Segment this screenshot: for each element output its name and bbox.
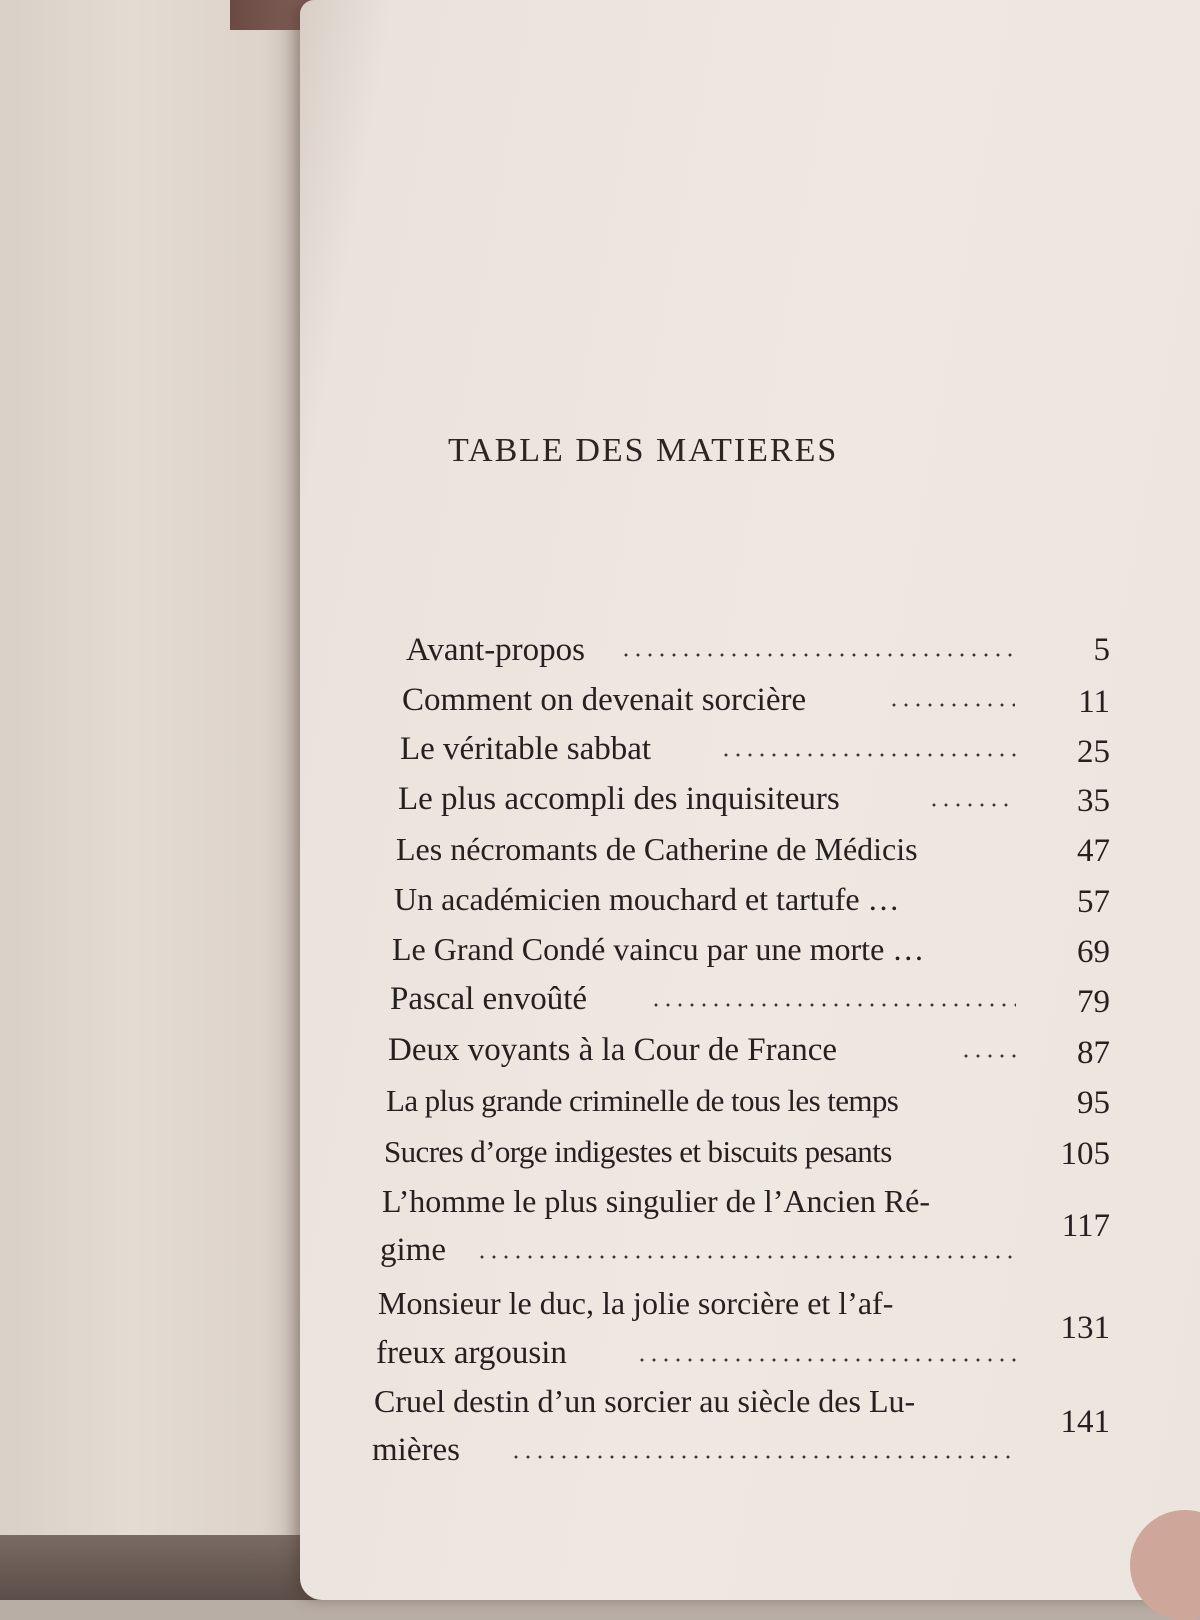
page-title: TABLE DES MATIERES [448,432,839,469]
dot-leader [620,653,1015,657]
entry-page: 5 [1093,632,1110,668]
entry-title: Le véritable sabbat [400,731,652,767]
entry-page: 95 [1077,1085,1110,1121]
entry-title: Avant-propos [406,632,586,668]
dot-leader [636,1358,1016,1362]
entry-title-continued: freux argousin [376,1335,567,1371]
dot-leader [476,1255,1016,1259]
entry-page: 87 [1077,1035,1110,1071]
entry-page: 57 [1077,884,1110,920]
entry-title: La plus grande criminelle de tous les temps [386,1083,899,1118]
entry-page: 47 [1077,833,1110,869]
entry-page: 105 [1060,1136,1110,1172]
dot-leader [720,753,1016,757]
entry-title: Deux voyants à la Cour de France [388,1032,838,1068]
entry-page: 11 [1078,684,1110,720]
entry-title: Cruel destin d’un sorcier au siècle des Lu- [374,1383,916,1419]
dot-leader [960,1054,1016,1058]
entry-title: Sucres d’orge indigestes et biscuits pesants [384,1134,892,1169]
entry-page: 25 [1077,734,1110,770]
dot-leader [510,1455,1016,1459]
entry-title: Comment on devenait sorcière [402,682,807,718]
entry-title: Pascal envoûté [390,981,588,1017]
entry-title-continued: gime [380,1232,446,1268]
entry-title: Un académicien mouchard et tartufe … [394,881,900,917]
entry-title: Les nécromants de Catherine de Médicis [396,831,918,867]
entry-page: 141 [1060,1404,1110,1440]
entry-page: 79 [1077,984,1110,1020]
dot-leader [888,703,1015,707]
entry-title: L’homme le plus singulier de l’Ancien Ré- [382,1183,931,1219]
dot-leader [650,1003,1016,1007]
entry-title: Le Grand Condé vaincu par une morte … [392,931,925,967]
entry-page: 131 [1060,1310,1110,1346]
entry-page: 117 [1061,1208,1110,1244]
entry-title: Monsieur le duc, la jolie sorcière et l’af- [378,1285,894,1321]
entry-title-continued: mières [372,1432,460,1468]
entry-page: 35 [1077,783,1110,819]
dot-leader [928,803,1016,807]
entry-page: 69 [1077,934,1110,970]
entry-title: Le plus accompli des inquisiteurs [398,781,840,817]
